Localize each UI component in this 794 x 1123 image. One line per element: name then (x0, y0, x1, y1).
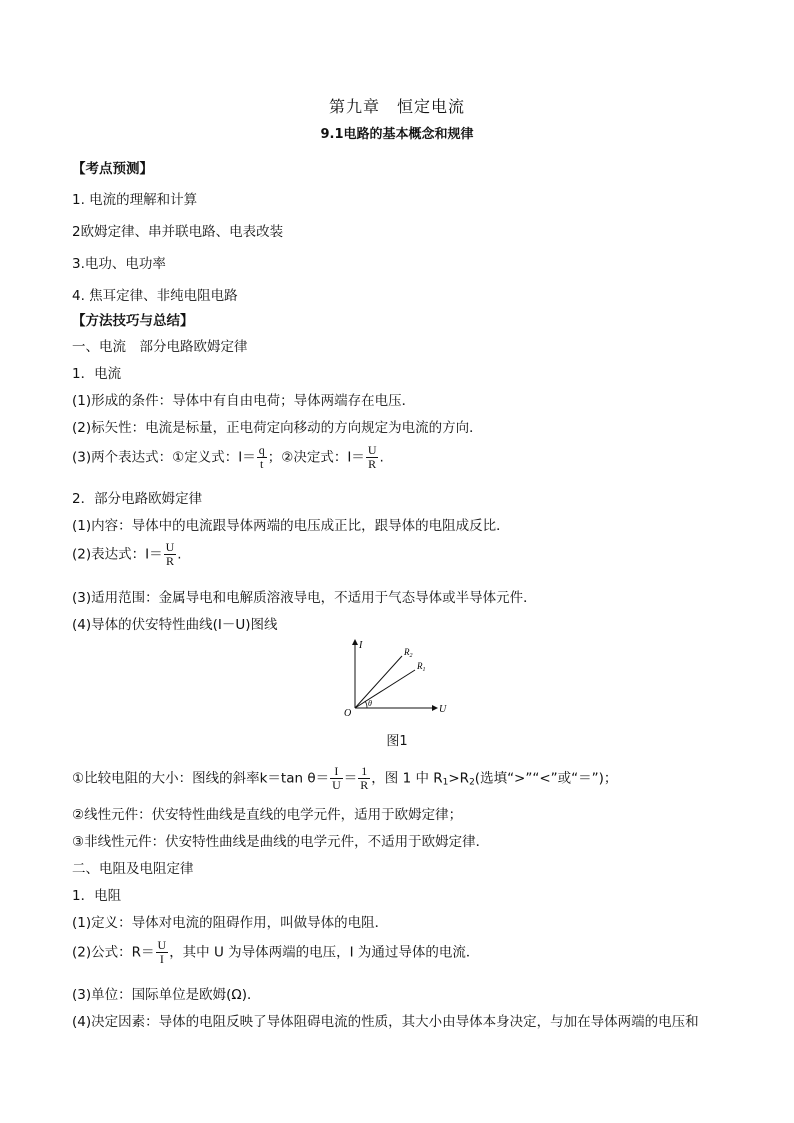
line-r2 (355, 656, 402, 708)
fraction: $\frac{U}{R}$ (367, 443, 377, 471)
figure-caption: 图1 (386, 734, 408, 749)
fraction: $\frac{q}{t}$ (258, 443, 265, 471)
forecast-item-4: 4. 焦耳定律、非纯电阻电路 (72, 288, 238, 304)
subheading-ohms-law: 2．部分电路欧姆定律 (72, 491, 203, 507)
origin-label: O (344, 708, 352, 719)
forecast-item-2: 2欧姆定律、串并联电路、电表改装 (72, 224, 284, 240)
angle-arc (365, 701, 367, 708)
paragraph: (4)决定因素：导体的电阻反映了导体阻碍电流的性质，其大小由导体本身决定，与加在导体两端的电压和 (72, 1014, 699, 1030)
formula-line-slope: ①比较电阻的大小：图线的斜率k＝tan θ＝ $\frac{I}{U}$ ＝ $\frac{1}{R}$ ，图 1 中 $R_1>R_2$(选填“>”“<”或“＝”)； (72, 764, 618, 792)
iu-graph-figure (340, 636, 460, 720)
angle-label: θ (368, 699, 372, 708)
subheading-resistance: 1．电阻 (72, 888, 122, 904)
heading-methods-summary: 【方法技巧与总结】 (72, 313, 194, 329)
paragraph: (3)单位：国际单位是欧姆(Ω)． (72, 987, 261, 1003)
forecast-item-3: 3.电功、电功率 (72, 256, 166, 272)
paragraph: (1)定义：导体对电流的阻碍作用，叫做导体的电阻． (72, 915, 389, 931)
formula-line-ohms-law: (2)表达式：I＝ $\frac{U}{R}$ . (72, 540, 182, 568)
heading-exam-forecast: 【考点预测】 (72, 161, 153, 177)
formula-line-resistance: (2)公式：R＝ $\frac{U}{I}$ ，其中 U 为导体两端的电压，I 为通过导体的电流． (72, 938, 480, 966)
fraction: $\frac{I}{U}$ (332, 764, 341, 792)
formula-line-current: (3)两个表达式：①定义式：I＝ $\frac{q}{t}$ ；②决定式：I＝ $\frac{U}{R}$ . (72, 443, 384, 471)
paragraph: ②线性元件：伏安特性曲线是直线的电学元件，适用于欧姆定律； (72, 807, 463, 823)
paragraph: ③非线性元件：伏安特性曲线是曲线的电学元件，不适用于欧姆定律． (72, 834, 490, 850)
forecast-item-1: 1. 电流的理解和计算 (72, 192, 198, 208)
r1-label: $R_1$ (417, 661, 426, 673)
paragraph: (1)形成的条件：导体中有自由电荷；导体两端存在电压． (72, 393, 416, 409)
section-heading-1: 一、电流 部分电路欧姆定律 (72, 339, 248, 355)
fraction: $\frac{U}{R}$ (165, 540, 175, 568)
chapter-title: 第九章 恒定电流 (328, 97, 465, 116)
paragraph: (4)导体的伏安特性曲线(I－U)图线 (72, 617, 278, 633)
fraction: $\frac{U}{I}$ (157, 938, 167, 966)
r2-label: $R_2$ (404, 647, 413, 659)
x-axis-label: U (439, 704, 447, 715)
section-heading-2: 二、电阻及电阻定律 (72, 861, 194, 877)
subheading-current: 1．电流 (72, 366, 122, 382)
line-r1 (355, 670, 415, 708)
paragraph: (2)标矢性：电流是标量，正电荷定向移动的方向规定为电流的方向． (72, 420, 483, 436)
paragraph: (3)适用范围：金属导电和电解质溶液导电，不适用于气态导体或半导体元件． (72, 590, 537, 606)
fraction: $\frac{1}{R}$ (360, 764, 369, 792)
y-axis-label: I (359, 640, 363, 651)
paragraph: (1)内容：导体中的电流跟导体两端的电压成正比，跟导体的电阻成反比． (72, 518, 510, 534)
section-title: 9.1电路的基本概念和规律 (320, 127, 474, 142)
